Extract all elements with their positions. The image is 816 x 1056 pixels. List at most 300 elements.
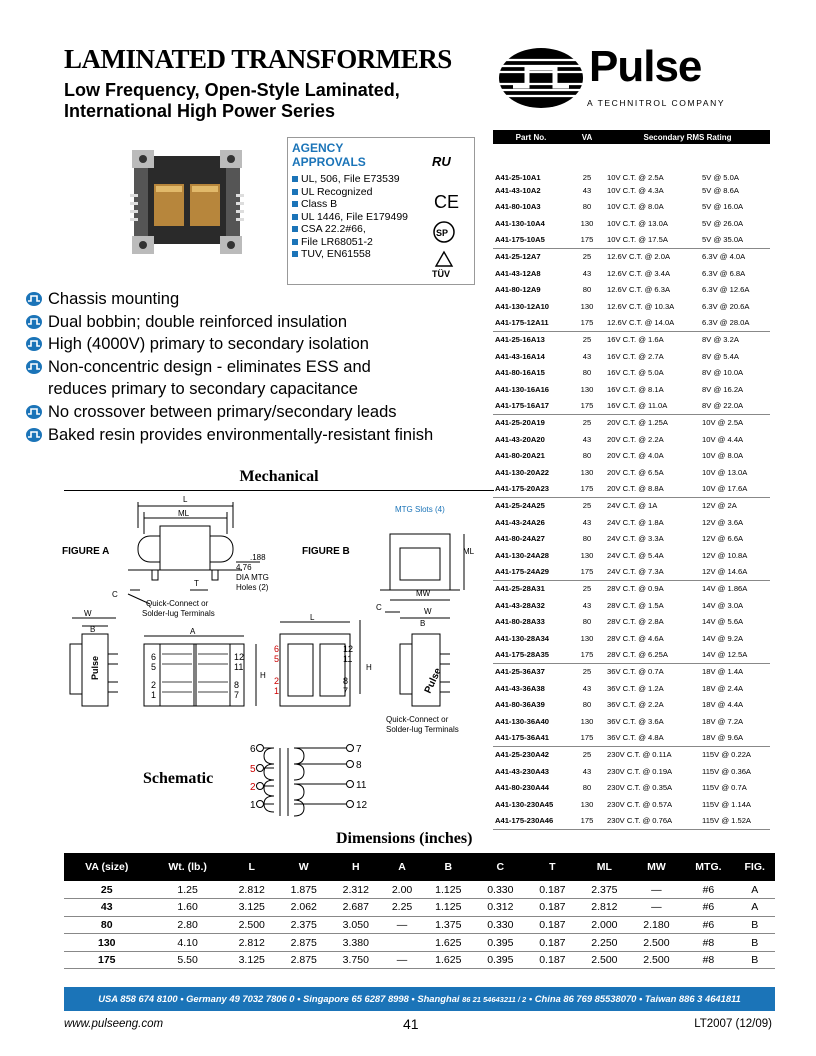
feature-item: No crossover between primary/secondary leads [26, 401, 496, 424]
rms-row [493, 144, 770, 182]
rms-part-number: A41-43-24A26 [495, 517, 545, 527]
mechanical-drawing [60, 494, 500, 824]
rms-row [493, 182, 770, 199]
rms-va: 175 [569, 481, 605, 498]
rms-part-number: A41-25-16A13 [495, 335, 545, 345]
rms-secondary-rating: 115V @ 0.22A [702, 750, 751, 760]
pin-left: 5 [151, 662, 157, 672]
rms-va: 80 [582, 285, 592, 295]
contact-singapore: Singapore 65 6287 8998 [303, 993, 409, 1004]
pin-right: 8 [234, 680, 240, 690]
rms-part-number: A41-130-28A34 [495, 633, 550, 643]
rms-secondary-rating: 115V @ 0.7A [702, 783, 747, 793]
contact-taiwan: Taiwan 886 3 4641811 [644, 993, 741, 1004]
rms-row [493, 265, 770, 282]
dim-cell: 2.00 [382, 881, 422, 899]
rms-va: 25 [582, 335, 592, 345]
rms-part-number: A41-80-24A27 [495, 534, 545, 544]
contact-china: China 86 769 85538070 [534, 993, 637, 1004]
page-subtitle [64, 80, 484, 122]
dim-header-cell: A [382, 853, 422, 881]
rms-part-number: A41-130-24A28 [495, 550, 550, 560]
rms-row [493, 713, 770, 730]
label-ML: ML [178, 509, 190, 518]
rms-va: 43 [582, 185, 592, 195]
rms-row [493, 779, 770, 796]
rms-secondary-rating: 12V @ 2A [702, 501, 737, 511]
rms-part-number: A41-175-16A17 [493, 398, 569, 415]
secondary-rms-table [493, 130, 770, 830]
rms-primary-rating: 24V C.T. @ 5.4A [607, 550, 664, 560]
rms-secondary-rating: 18V @ 7.2A [702, 716, 744, 726]
label-H-b: H [366, 663, 372, 672]
dim-cell: #6 [682, 899, 734, 917]
dim-cell: 2.312 [330, 881, 382, 899]
pin-left-b: 1 [274, 686, 280, 696]
agency-item: TUV, EN61558 [292, 248, 470, 261]
dim-cell: 0.395 [474, 934, 526, 952]
subtitle-line-2: International High Power Series [64, 101, 336, 121]
rms-part-number: A41-130-20A22 [495, 467, 550, 477]
rms-secondary-rating: 5V @ 8.6A [702, 185, 739, 195]
rms-secondary-rating: 12V @ 10.8A [702, 550, 748, 560]
rms-row [493, 597, 770, 614]
rms-part-number: A41-25-28A31 [495, 584, 545, 594]
rms-secondary-rating: 115V @ 1.14A [702, 799, 751, 809]
schematic-pin: 12 [356, 800, 368, 811]
rms-header-row [493, 130, 770, 144]
pin-right-b: 12 [343, 644, 354, 654]
dim-cell: 2.500 [630, 934, 682, 952]
pin-right: 7 [234, 690, 240, 700]
dim-row [64, 951, 775, 969]
schematic-diagram [257, 745, 354, 817]
rms-primary-rating: 10V C.T. @ 8.0A [607, 202, 664, 212]
rms-primary-rating: 16V C.T. @ 8.1A [607, 384, 664, 394]
rms-row [493, 381, 770, 398]
rms-primary-rating: 10V C.T. @ 13.0A [607, 218, 668, 228]
rms-row [493, 730, 770, 747]
rms-row [493, 348, 770, 365]
rms-va: 130 [580, 384, 594, 394]
holes-note-2: 4,76 [236, 563, 252, 572]
rms-secondary-rating: 5V @ 26.0A [702, 218, 744, 228]
rms-va: 130 [580, 550, 594, 560]
rms-va: 130 [580, 799, 594, 809]
rms-va: 175 [569, 398, 605, 415]
rms-va: 80 [582, 368, 592, 378]
dim-cell: 4.10 [150, 934, 226, 952]
rms-va: 130 [580, 467, 594, 477]
dim-cell: 2.375 [578, 881, 630, 899]
dim-cell: 3.050 [330, 916, 382, 934]
dim-cell: 3.750 [330, 951, 382, 969]
dim-cell: 1.625 [422, 934, 474, 952]
rms-secondary-rating: 14V @ 9.2A [702, 633, 744, 643]
dim-cell: 1.125 [422, 881, 474, 899]
rms-va: 130 [580, 716, 594, 726]
rms-primary-rating: 12.6V C.T. @ 14.0A [605, 315, 700, 332]
rms-primary-rating: 24V C.T. @ 3.3A [607, 534, 664, 544]
rms-va: 175 [569, 315, 605, 332]
schematic-pin: 6 [250, 744, 256, 755]
rms-va: 80 [582, 617, 592, 627]
dim-header-cell: L [226, 853, 278, 881]
rms-secondary-rating: 6.3V @ 12.6A [702, 285, 750, 295]
rms-part-number: A41-43-230A43 [495, 766, 550, 776]
rms-secondary-rating: 10V @ 13.0A [702, 467, 748, 477]
rms-secondary-rating: 10V @ 4.4A [702, 434, 744, 444]
rms-secondary-rating: 14V @ 5.6A [702, 617, 744, 627]
rms-va: 130 [580, 633, 594, 643]
pulse-bullet-icon [26, 428, 42, 442]
rms-primary-rating: 24V C.T. @ 1.8A [607, 517, 664, 527]
dim-cell: — [382, 951, 422, 969]
rms-part-number: A41-130-12A10 [495, 301, 550, 311]
rms-header-rating: Secondary RMS Rating [605, 130, 770, 144]
rms-va: 43 [582, 268, 592, 278]
ce-mark-icon: CE [434, 192, 460, 212]
dim-cell: 1.60 [150, 899, 226, 917]
rms-part-number: A41-80-36A39 [495, 700, 545, 710]
dim-cell: 2.000 [578, 916, 630, 934]
contact-bar: USA 858 674 8100 • Germany 49 7032 7806 0 • Singapore 65 6287 8998 • Shanghai 86 21 54643211 / 2 • China 86 769 85538070 • Taiwan 886 3 4641811 [64, 987, 775, 1011]
rms-va: 25 [582, 173, 592, 182]
dim-row [64, 881, 775, 899]
label-T: T [194, 579, 199, 588]
schematic-pin: 7 [356, 744, 362, 755]
rms-secondary-rating: 5V @ 5.0A [702, 173, 739, 182]
dim-cell: 43 [64, 899, 150, 917]
rms-va: 25 [582, 584, 592, 594]
rms-row [493, 315, 770, 332]
schematic-pin: 1 [250, 800, 256, 811]
pulse-globe-icon [497, 46, 585, 110]
label-W-b: W [424, 607, 432, 616]
dim-cell: 0.187 [526, 881, 578, 899]
rms-primary-rating: 230V C.T. @ 0.11A [607, 750, 672, 760]
agency-item: UL, 506, File E73539 [292, 173, 470, 186]
rms-va: 43 [582, 351, 592, 361]
dim-cell: 2.500 [630, 951, 682, 969]
label-ML-b: ML [463, 547, 475, 556]
rms-va: 175 [569, 813, 605, 830]
feature-item: Baked resin provides environmentally-resistant finish [26, 424, 496, 447]
rms-va: 175 [569, 564, 605, 581]
feature-item: Chassis mounting [26, 288, 496, 311]
rms-va: 130 [580, 218, 594, 228]
footer-page-number: 41 [403, 1016, 419, 1032]
logo-wordmark: Pulse [589, 42, 702, 91]
logo-tagline: A TECHNITROL COMPANY [587, 98, 726, 108]
dim-cell: 2.80 [150, 916, 226, 934]
dim-header-cell: W [278, 853, 330, 881]
rms-secondary-rating: 14V @ 12.5A [700, 647, 770, 664]
rms-primary-rating: 28V C.T. @ 4.6A [607, 633, 664, 643]
dim-cell: 2.25 [382, 899, 422, 917]
rms-primary-rating: 28V C.T. @ 0.9A [607, 584, 664, 594]
rms-part-number: A41-175-10A5 [493, 232, 569, 249]
dim-cell: 2.062 [278, 899, 330, 917]
schematic-pin: 11 [356, 780, 367, 791]
rms-va: 43 [582, 600, 592, 610]
rms-row [493, 199, 770, 216]
terminals-b-2: Solder-lug Terminals [386, 725, 459, 734]
dim-cell: B [734, 951, 775, 969]
rms-va: 80 [582, 202, 592, 212]
dimensions-table [64, 853, 775, 969]
dim-cell: 80 [64, 916, 150, 934]
rms-secondary-rating: 8V @ 22.0A [700, 398, 770, 415]
transformer-photo [128, 148, 246, 258]
rms-part-number: A41-25-20A19 [495, 418, 545, 428]
agency-item: UL Recognized [292, 186, 470, 199]
mechanical-heading: Mechanical [239, 468, 319, 485]
dim-cell: 0.187 [526, 899, 578, 917]
rms-secondary-rating: 8V @ 5.4A [702, 351, 739, 361]
rms-secondary-rating: 10V @ 8.0A [702, 451, 744, 461]
rms-va: 25 [582, 667, 592, 677]
rms-row [493, 813, 770, 830]
dim-cell: 0.330 [474, 881, 526, 899]
rms-primary-rating: 20V C.T. @ 8.8A [605, 481, 700, 498]
rms-part-number: A41-175-20A23 [493, 481, 569, 498]
dim-cell [382, 934, 422, 952]
rms-header-va: VA [569, 130, 605, 144]
rms-secondary-rating: 12V @ 14.6A [700, 564, 770, 581]
mtg-slots-label: MTG Slots (4) [395, 505, 445, 514]
rms-row [493, 564, 770, 581]
pulse-logo [497, 42, 787, 116]
rms-primary-rating: 230V C.T. @ 0.35A [607, 783, 673, 793]
rms-secondary-rating: 12V @ 3.6A [702, 517, 744, 527]
dim-header-cell: H [330, 853, 382, 881]
rms-secondary-rating: 14V @ 3.0A [702, 600, 744, 610]
dim-cell: 5.50 [150, 951, 226, 969]
rms-secondary-rating: 115V @ 0.36A [702, 766, 751, 776]
agency-item-continued: Class B [292, 198, 470, 211]
pin-right: 11 [234, 662, 244, 672]
holes-note-1: .188 [250, 553, 266, 562]
rms-secondary-rating: 6.3V @ 6.8A [702, 268, 746, 278]
rms-part-number: A41-130-16A16 [495, 384, 550, 394]
dim-cell: 2.812 [226, 881, 278, 899]
dim-header-cell: ML [578, 853, 630, 881]
figure-b-label: FIGURE B [302, 546, 350, 557]
dim-cell: 25 [64, 881, 150, 899]
rms-primary-rating: 230V C.T. @ 0.76A [605, 813, 700, 830]
rms-primary-rating: 16V C.T. @ 11.0A [605, 398, 700, 415]
rms-part-number: A41-43-20A20 [495, 434, 545, 444]
holes-note-4: Holes (2) [236, 583, 269, 592]
rms-secondary-rating: 8V @ 10.0A [702, 368, 744, 378]
brand-label-b: Pulse [422, 666, 444, 696]
terminals-a-1: Quick-Connect or [146, 599, 209, 608]
feature-item-continued: reduces primary to secondary capacitance [48, 380, 358, 399]
rms-secondary-rating: 115V @ 1.52A [700, 813, 770, 830]
certification-marks [426, 152, 468, 282]
contact-shanghai: Shanghai [417, 993, 460, 1004]
rms-row [493, 282, 770, 299]
dim-header-cell: VA (size) [64, 853, 150, 881]
tuv-mark-icon [436, 252, 452, 266]
figure-a-label: FIGURE A [62, 546, 110, 557]
rms-row [493, 630, 770, 647]
rms-row [493, 215, 770, 232]
agency-item-continued: File LR68051-2 [292, 236, 470, 249]
feature-item: Dual bobbin; double reinforced insulation [26, 311, 496, 334]
brand-label-a: Pulse [90, 655, 100, 680]
rms-secondary-rating: 18V @ 2.4A [702, 683, 744, 693]
rms-secondary-rating: 6.3V @ 20.6A [702, 301, 750, 311]
rms-secondary-rating: 10V @ 17.6A [700, 481, 770, 498]
rms-part-number: A41-175-12A11 [493, 315, 569, 332]
dim-header-cell: MTG. [682, 853, 734, 881]
rms-part-number: A41-80-20A21 [495, 451, 545, 461]
rms-row [493, 796, 770, 813]
rms-va: 80 [582, 534, 592, 544]
rms-secondary-rating: 6.3V @ 28.0A [700, 315, 770, 332]
rms-row [493, 414, 770, 431]
footer-website[interactable]: www.pulseeng.com [64, 1018, 164, 1030]
holes-note-3: DIA MTG [236, 573, 269, 582]
dim-cell: 130 [64, 934, 150, 952]
pin-left-b: 2 [274, 676, 280, 686]
dim-cell: 2.875 [278, 934, 330, 952]
dim-cell: — [630, 881, 682, 899]
pin-left-b: 6 [274, 644, 280, 654]
rms-primary-rating: 16V C.T. @ 5.0A [607, 368, 664, 378]
rms-part-number: A41-43-16A14 [495, 351, 545, 361]
dim-cell: 1.625 [422, 951, 474, 969]
dim-cell: 2.375 [278, 916, 330, 934]
contact-germany: Germany 49 7032 7806 0 [186, 993, 295, 1004]
rms-row [493, 580, 770, 597]
rms-secondary-rating: 5V @ 35.0A [700, 232, 770, 249]
subtitle-line-1: Low Frequency, Open-Style Laminated, [64, 80, 400, 100]
rms-primary-rating: 10V C.T. @ 2.5A [607, 173, 664, 182]
rms-secondary-rating: 14V @ 1.86A [702, 584, 748, 594]
rms-row [493, 763, 770, 780]
rms-part-number: A41-25-230A42 [495, 750, 550, 760]
rms-va: 80 [582, 783, 592, 793]
rms-row [493, 464, 770, 481]
dim-header-cell: Wt. (lb.) [150, 853, 226, 881]
label-B: B [90, 625, 96, 634]
feature-item: High (4000V) primary to secondary isolation [26, 333, 496, 356]
svg-text:SP: SP [436, 228, 449, 238]
pulse-bullet-icon [26, 337, 42, 351]
rms-part-number: A41-80-12A9 [495, 285, 541, 295]
rms-row [493, 431, 770, 448]
rms-primary-rating: 12.6V C.T. @ 2.0A [607, 252, 671, 262]
dim-row [64, 934, 775, 952]
agency-item: CSA 22.2#66, [292, 223, 470, 236]
label-C: C [112, 590, 118, 599]
pin-left: 6 [151, 652, 157, 662]
dim-cell: 0.187 [526, 916, 578, 934]
dim-cell: 2.180 [630, 916, 682, 934]
rms-secondary-rating: 18V @ 9.6A [700, 730, 770, 747]
dim-cell: 175 [64, 951, 150, 969]
label-L: L [183, 495, 188, 504]
rms-primary-rating: 28V C.T. @ 1.5A [607, 600, 664, 610]
rms-primary-rating: 28V C.T. @ 6.25A [605, 647, 700, 664]
rms-row [493, 298, 770, 315]
label-MW: MW [416, 589, 431, 598]
rms-row [493, 746, 770, 763]
agency-approvals-box [287, 137, 475, 285]
pin-right-b: 7 [343, 686, 349, 696]
rms-primary-rating: 28V C.T. @ 2.8A [607, 617, 664, 627]
rms-row [493, 647, 770, 664]
dim-cell: 1.25 [150, 881, 226, 899]
rms-row [493, 232, 770, 249]
dim-cell: 2.500 [226, 916, 278, 934]
rms-va: 130 [580, 301, 594, 311]
pin-left: 2 [151, 680, 157, 690]
agency-item: UL 1446, File E179499 [292, 211, 470, 224]
rms-primary-rating: 36V C.T. @ 4.8A [605, 730, 700, 747]
rms-primary-rating: 36V C.T. @ 1.2A [607, 683, 664, 693]
rms-va: 43 [582, 766, 592, 776]
mechanical-divider [64, 490, 494, 491]
rms-va: 43 [582, 517, 592, 527]
rms-secondary-rating: 12V @ 6.6A [702, 534, 744, 544]
terminals-b-1: Quick-Connect or [386, 715, 449, 724]
rms-primary-rating: 20V C.T. @ 6.5A [607, 467, 664, 477]
rms-primary-rating: 10V C.T. @ 4.3A [607, 185, 664, 195]
rms-part-number: A41-25-36A37 [495, 667, 545, 677]
dim-cell: #6 [682, 881, 734, 899]
rms-primary-rating: 24V C.T. @ 7.3A [605, 564, 700, 581]
dim-cell: 1.875 [278, 881, 330, 899]
dim-cell: A [734, 899, 775, 917]
rms-va: 43 [582, 434, 592, 444]
pulse-bullet-icon [26, 292, 42, 306]
rms-part-number: A41-43-28A32 [495, 600, 545, 610]
pin-left: 1 [151, 690, 157, 700]
dim-cell: 3.125 [226, 951, 278, 969]
feature-list [26, 288, 496, 446]
rms-part-number: A41-25-12A7 [495, 252, 541, 262]
rms-header-part: Part No. [493, 130, 569, 144]
page-title: LAMINATED TRANSFORMERS [64, 44, 452, 74]
rms-primary-rating: 20V C.T. @ 1.25A [607, 418, 668, 428]
dim-header-cell: B [422, 853, 474, 881]
rms-va: 175 [569, 232, 605, 249]
rms-part-number: A41-80-16A15 [495, 368, 545, 378]
schematic-pin: 5 [250, 764, 256, 775]
rms-primary-rating: 12.6V C.T. @ 3.4A [607, 268, 671, 278]
dim-cell: B [734, 934, 775, 952]
schematic-heading: Schematic [143, 770, 214, 787]
rms-part-number: A41-175-28A35 [493, 647, 569, 664]
label-B-b: B [420, 619, 426, 628]
rms-part-number: A41-80-28A33 [495, 617, 545, 627]
rms-row [493, 530, 770, 547]
pin-left-b: 5 [274, 654, 280, 664]
contact-shanghai-number: 86 21 54643211 / 2 [462, 995, 527, 1004]
dim-cell: #6 [682, 916, 734, 934]
rms-primary-rating: 16V C.T. @ 1.6A [607, 335, 664, 345]
rms-part-number: A41-130-230A45 [495, 799, 554, 809]
pin-right: 12 [234, 652, 245, 662]
rms-primary-rating: 36V C.T. @ 3.6A [607, 716, 664, 726]
rms-row [493, 365, 770, 382]
label-L-b: L [310, 613, 315, 622]
label-H: H [260, 671, 266, 680]
